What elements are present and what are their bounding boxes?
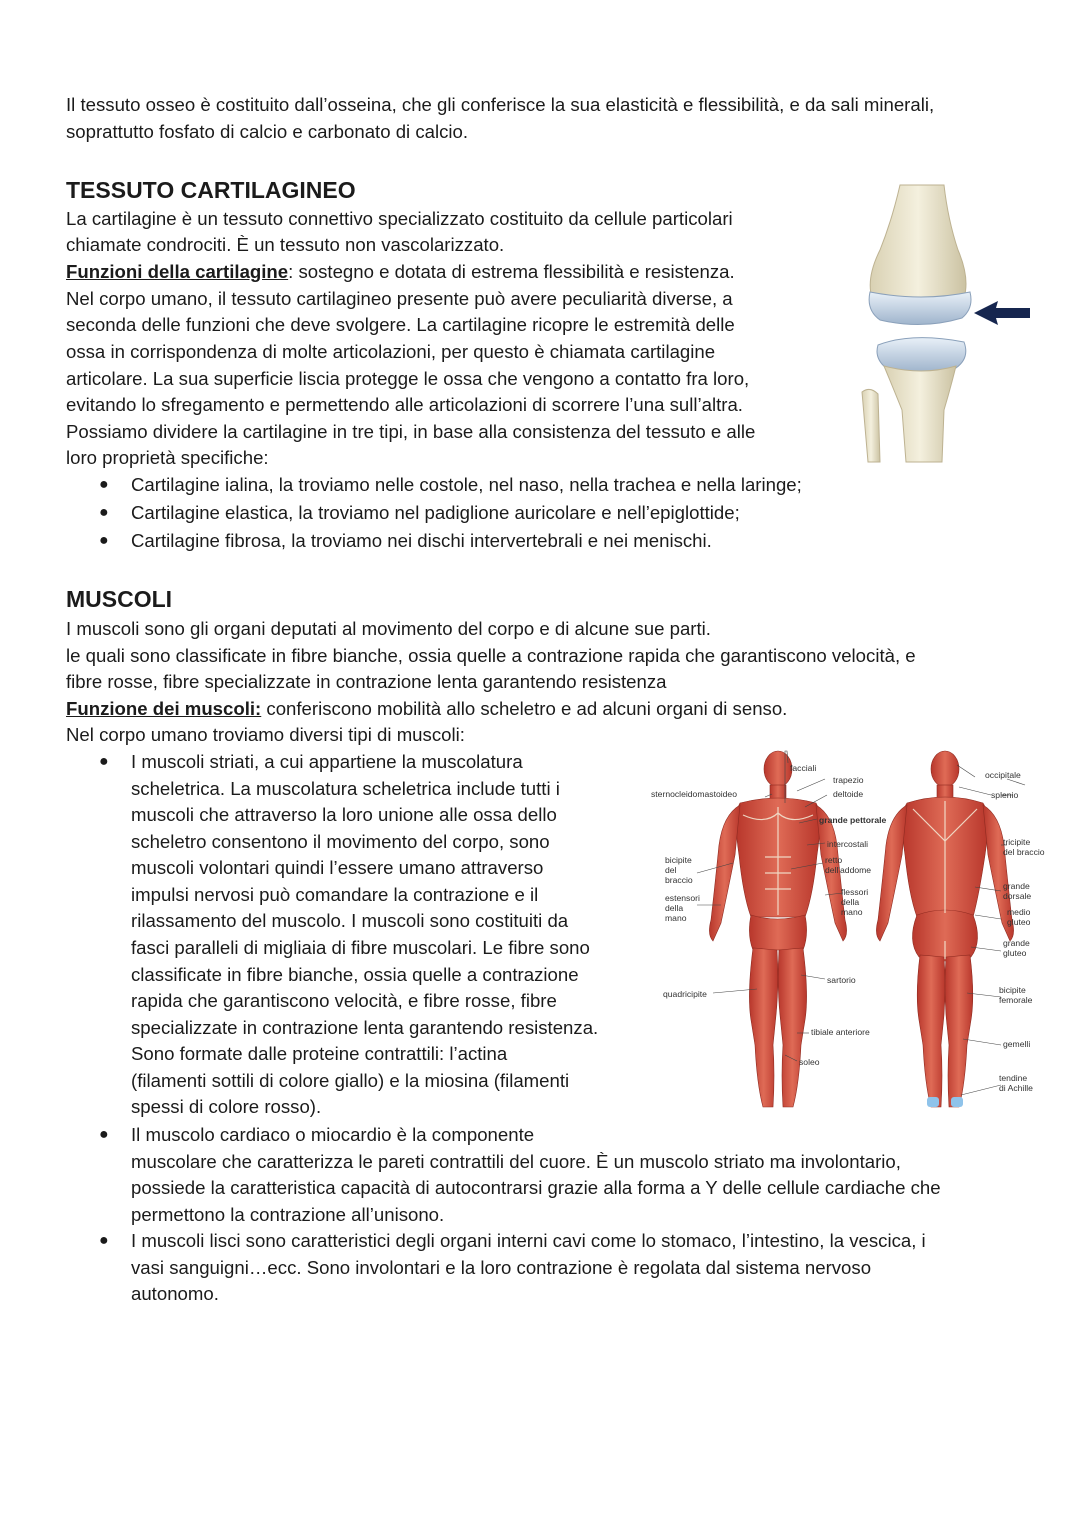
bullet-icon: ● — [99, 753, 109, 770]
striated-line: scheletro consentono il movimento del corpo, sono — [131, 831, 550, 852]
label-facciali: facciali — [790, 763, 817, 773]
striated-line: fasci paralleli di migliaia di fibre muscolari. Le fibre sono — [131, 937, 590, 958]
smooth-line: I muscoli lisci sono caratteristici degli organi interni cavi come lo stomaco, l’intestino, la vescica, i — [131, 1230, 926, 1251]
arrow-icon — [974, 301, 1030, 325]
label-sartorio: sartorio — [827, 975, 856, 985]
cartilage-line: seconda delle funzioni che deve svolgere. La cartilagine ricopre le estremità delle — [66, 314, 735, 335]
intro-line-2: soprattutto fosfato di calcio e carbonato di calcio. — [66, 121, 469, 142]
cartilage-line: ossa in corrispondenza di molte articolazioni, per questo è chiamata cartilagine — [66, 341, 716, 362]
cartilage-function-label: Funzioni della cartilagine — [66, 261, 289, 282]
label-retto: retto — [825, 855, 843, 865]
label-tricipite-braccio: del braccio — [1003, 847, 1045, 857]
striated-line: rapida che garantiscono velocità, e fibre rosse, fibre — [131, 990, 557, 1011]
muscles-line: Nel corpo umano troviamo diversi tipi di muscoli: — [66, 724, 465, 745]
label-trapezio: trapezio — [833, 775, 864, 785]
label-estensori-mano: mano — [665, 913, 687, 923]
label-splenio: splenio — [991, 790, 1019, 800]
label-sternocleidomastoideo: sternocleidomastoideo — [651, 789, 737, 799]
bullet-icon: ● — [99, 1232, 109, 1249]
bullet-icon: ● — [99, 476, 109, 493]
striated-line: impulsi nervosi può comandare la contrazione e il — [131, 884, 539, 905]
cartilage-heading: TESSUTO CARTILAGINEO — [66, 177, 356, 203]
cardiac-line: permettono la contrazione all’unisono. — [131, 1204, 445, 1225]
striated-line: muscoli che attraverso la loro unione alle ossa dello — [131, 804, 557, 825]
label-deltoide: deltoide — [833, 789, 864, 799]
achilles-highlight — [927, 1097, 939, 1107]
intro-line-1: Il tessuto osseo è costituito dall’osseina, che gli conferisce la sua elasticità e flessibilità, e da sali minerali, — [66, 94, 935, 115]
cartilage-type-item: Cartilagine ialina, la troviamo nelle costole, nel naso, nella trachea e nella laringe; — [131, 474, 802, 495]
striated-line: (filamenti sottili di colore giallo) e la miosina (filamenti — [131, 1070, 570, 1091]
muscles-line: fibre rosse, fibre specializzate in contrazione lenta garantendo resistenza — [66, 671, 667, 692]
cartilage-line: Possiamo dividere la cartilagine in tre tipi, in base alla consistenza del tessuto e alle — [66, 421, 756, 442]
striated-line: Sono formate dalle proteine contrattili: l’actina — [131, 1043, 508, 1064]
label-grande-dorsale: dorsale — [1003, 891, 1032, 901]
striated-line: specializzate in contrazione lenta garantendo resistenza. — [131, 1017, 599, 1038]
label-flessori-mano: flessori — [841, 887, 869, 897]
label-bicipite-femorale: femorale — [999, 995, 1033, 1005]
label-tendine-achille: di Achille — [999, 1083, 1033, 1093]
cartilage-line: evitando lo sfregamento e permettendo alle articolazioni di scorrere l’una sull’altra. — [66, 394, 743, 415]
muscles-function-label: Funzione dei muscoli: — [66, 698, 262, 719]
label-tendine-achille: tendine — [999, 1073, 1028, 1083]
label-bicipite-femorale: bicipite — [999, 985, 1026, 995]
smooth-line: autonomo. — [131, 1283, 219, 1304]
label-bicipite-braccio: braccio — [665, 875, 693, 885]
cartilage-type-item: Cartilagine elastica, la troviamo nel padiglione auricolare e nell’epiglottide; — [131, 502, 740, 523]
cardiac-line: possiede la caratteristica capacità di autocontrarsi grazie alla forma a Y delle cellule cardiache che — [131, 1177, 941, 1198]
cardiac-line: Il muscolo cardiaco o miocardio è la componente — [131, 1124, 535, 1145]
label-tibiale-anteriore: tibiale anteriore — [811, 1027, 870, 1037]
muscles-function-line — [66, 696, 787, 722]
cardiac-line: muscolare che caratterizza le pareti contrattili del cuore. È un muscolo striato ma involontario, — [131, 1151, 901, 1172]
cartilage-line: loro proprietà specifiche: — [66, 447, 269, 468]
knee-cartilage-illustration — [852, 180, 1042, 465]
label-estensori-mano: estensori — [665, 893, 700, 903]
cartilage-function-line — [66, 259, 735, 285]
bullet-icon: ● — [99, 1126, 109, 1143]
muscles-function-text: conferiscono mobilità allo scheletro e ad alcuni organi di senso. — [261, 698, 788, 719]
achilles-highlight — [951, 1097, 963, 1107]
muscles-heading: MUSCOLI — [66, 586, 173, 612]
muscles-line: I muscoli sono gli organi deputati al movimento del corpo e di alcune sue parti. — [66, 618, 711, 639]
front-muscle-figure — [709, 751, 846, 1107]
label-flessori-mano: della — [841, 897, 860, 907]
muscular-system-diagram — [645, 745, 1055, 1125]
bullet-icon: ● — [99, 532, 109, 549]
striated-line: scheletrica. La muscolatura scheletrica include tutti i — [131, 778, 560, 799]
bullet-icon: ● — [99, 504, 109, 521]
smooth-line: vasi sanguigni…ecc. Sono involontari e la loro contrazione è regolata dal sistema nervoso — [131, 1257, 872, 1278]
cartilage-line: Nel corpo umano, il tessuto cartilagineo presente può avere peculiarità diverse, a — [66, 288, 733, 309]
striated-line: rilassamento del muscolo. I muscoli sono costituiti da — [131, 910, 569, 931]
striated-line: classificate in fibre bianche, ossia quelle a contrazione — [131, 964, 579, 985]
label-quadricipite: quadricipite — [663, 989, 707, 999]
cartilage-function-text: : sostegno e dotata di estrema flessibilità e resistenza. — [288, 261, 735, 282]
label-intercostali: intercostali — [827, 839, 869, 849]
label-grande-dorsale: grande — [1003, 881, 1030, 891]
striated-line: spessi di colore rosso). — [131, 1096, 322, 1117]
cartilage-line: chiamate condrociti. È un tessuto non vascolarizzato. — [66, 234, 505, 255]
cartilage-line: articolare. La sua superficie liscia protegge le ossa che vengono a contatto fra loro, — [66, 368, 750, 389]
label-grande-gluteo: gluteo — [1003, 948, 1027, 958]
label-gemelli: gemelli — [1003, 1039, 1031, 1049]
cartilage-type-item: Cartilagine fibrosa, la troviamo nei dischi intervertebrali e nei menischi. — [131, 530, 712, 551]
label-retto: dell'addome — [825, 865, 872, 875]
label-bicipite-braccio: bicipite — [665, 855, 692, 865]
striated-line: muscoli volontari quindi l’essere umano attraverso — [131, 857, 544, 878]
label-medio-gluteo: medio — [1007, 907, 1031, 917]
label-bicipite-braccio: del — [665, 865, 677, 875]
muscles-line: le quali sono classificate in fibre bianche, ossia quelle a contrazione rapida che garantiscono velocità, e — [66, 645, 916, 666]
label-flessori-mano: mano — [841, 907, 863, 917]
label-tricipite-braccio: tricipite — [1003, 837, 1031, 847]
striated-line: I muscoli striati, a cui appartiene la muscolatura — [131, 751, 523, 772]
label-grande-gluteo: grande — [1003, 938, 1030, 948]
label-soleo: soleo — [799, 1057, 820, 1067]
label-medio-gluteo: gluteo — [1007, 917, 1031, 927]
label-estensori-mano: della — [665, 903, 684, 913]
cartilage-line: La cartilagine è un tessuto connettivo specializzato costituito da cellule particolari — [66, 208, 733, 229]
label-occipitale: occipitale — [985, 770, 1021, 780]
label-grande-pettorale: grande pettorale — [819, 815, 887, 825]
